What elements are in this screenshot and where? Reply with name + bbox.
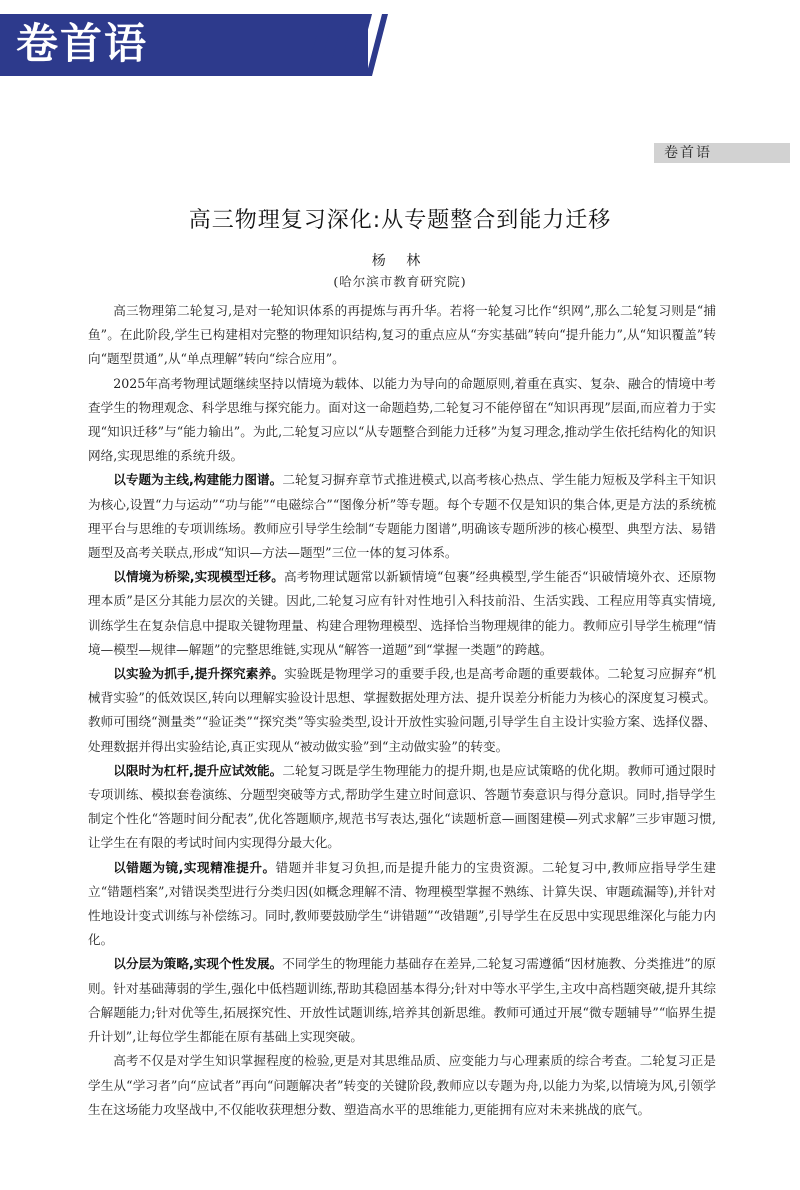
article-title: 高三物理复习深化:从专题整合到能力迁移 bbox=[188, 208, 612, 233]
banner-title: 卷首语 bbox=[16, 19, 149, 68]
author-affiliation: (哈尔滨市教育研究院) bbox=[333, 274, 467, 289]
paragraph-lead: 以情境为桥梁,实现模型迁移。 bbox=[113, 569, 284, 585]
paragraph-lead: 以错题为镜,实现精准提升。 bbox=[113, 859, 276, 875]
paragraph-text: 高三物理第二轮复习,是对一轮知识体系的再提炼与再升华。若将一轮复习比作“织网”,那么二轮复习则是“捕鱼”。在此阶段,学生已构建相对完整的物理知识结构,复习的重点应从“夯实基础”转向“提升能力”,从“知识覆盖”转向“题型贯通”,从“单点理解”转向“综合应用”。 bbox=[88, 303, 716, 367]
paragraph bbox=[88, 565, 716, 662]
paragraph bbox=[88, 662, 716, 759]
paragraph bbox=[88, 952, 716, 1049]
paragraph-text: 2025年高考物理试题继续坚持以情境为载体、以能力为导向的命题原则,着重在真实、复杂、融合的情境中考查学生的物理观念、科学思维与探究能力。面对这一命题趋势,二轮复习不能停留在“知识再现”层面,而应着力于实现“知识迁移”与“能力输出”。为此,二轮复习应以“从专题整合到能力迁移”为复习理念,推动学生依托结构化的知识网络,实现思维的系统升级。 bbox=[88, 375, 716, 464]
paragraph-text: 高考不仅是对学生知识掌握程度的检验,更是对其思维品质、应变能力与心理素质的综合考查。二轮复习正是学生从“学习者”向“应试者”再向“问题解决者”转变的关键阶段,教师应以专题为舟,以能力为桨,以情境为风,引领学生在这场能力攻坚战中,不仅能收获理想分数、塑造高水平的思维能力,更能拥有应对未来挑战的底气。 bbox=[88, 1053, 716, 1117]
paragraph-lead: 以实验为抓手,提升探究素养。 bbox=[113, 666, 285, 682]
banner-stripes-decoration bbox=[300, 14, 420, 76]
paragraph-lead: 以分层为策略,实现个性发展。 bbox=[113, 956, 283, 972]
article-author: 杨 林 bbox=[371, 253, 429, 269]
paragraph-lead: 以限时为杠杆,提升应试效能。 bbox=[113, 762, 283, 778]
paragraph bbox=[88, 468, 716, 565]
paragraph bbox=[88, 372, 716, 469]
article-body bbox=[88, 299, 716, 1122]
paragraph bbox=[88, 856, 716, 953]
paragraph-text: 高考物理试题常以新颖情境“包裹”经典模型,学生能否“识破情境外衣、还原物理本质”是区分其能力层次的关键。因此,二轮复习应有针对性地引入科技前沿、生活实践、工程应用等真实情境,训练学生在复杂信息中提取关键物理量、构建合理物理模型、选择恰当物理规律的能力。教师应引导学生梳理“情境—模型—规律—解题”的完整思维链,实现从“解答一道题”到“掌握一类题”的跨越。 bbox=[88, 569, 716, 657]
paragraph-text: 不同学生的物理能力基础存在差异,二轮复习需遵循“因材施教、分类推进”的原则。针对基础薄弱的学生,强化中低档题训练,帮助其稳固基本得分;针对中等水平学生,主攻中高档题突破,提升其综合解题能力;针对优等生,拓展探究性、开放性试题训练,培养其创新思维。教师可通过开展“微专题辅导”“临界生提升计划”,让每位学生都能在原有基础上实现突破。 bbox=[88, 956, 716, 1045]
paragraph bbox=[88, 299, 716, 372]
section-tag: 卷首语 bbox=[654, 143, 790, 163]
paragraph-text: 错题并非复习负担,而是提升能力的宝贵资源。二轮复习中,教师应指导学生建立“错题档案”,对错误类型进行分类归因(如概念理解不清、物理模型掌握不熟练、计算失误、审题疏漏等),并针对性地设计变式训练与补偿练习。同时,教师要鼓励学生“讲错题”“改错题”,引导学生在反思中实现思维深化与能力内化。 bbox=[88, 859, 716, 948]
paragraph-lead: 以专题为主线,构建能力图谱。 bbox=[113, 472, 283, 488]
paragraph-text: 二轮复习摒弃章节式推进模式,以高考核心热点、学生能力短板及学科主干知识为核心,设置“力与运动”“功与能”“电磁综合”“图像分析”等专题。每个专题不仅是知识的集合体,更是方法的系统梳理平台与思维的专项训练场。教师应引导学生绘制“专题能力图谱”,明确该专题所涉的核心模型、典型方法、易错题型及高考关联点,形成“知识—方法—题型”三位一体的复习体系。 bbox=[88, 472, 716, 561]
paragraph bbox=[88, 759, 716, 856]
paragraph bbox=[88, 1049, 716, 1122]
paragraph-text: 二轮复习既是学生物理能力的提升期,也是应试策略的优化期。教师可通过限时专项训练、模拟套卷演练、分题型突破等方式,帮助学生建立时间意识、答题节奏意识与得分意识。同时,指导学生制定个性化“答题时间分配表”,优化答题顺序,规范书写表达,强化“读题析意—画图建模—列式求解”三步审题习惯,让学生在有限的考试时间内实现得分最大化。 bbox=[88, 762, 716, 851]
header-banner bbox=[0, 14, 800, 76]
paragraph-text: 实验既是物理学习的重要手段,也是高考命题的重要载体。二轮复习应摒弃“机械背实验”的低效误区,转向以理解实验设计思想、掌握数据处理方法、提升误差分析能力为核心的深度复习模式。教师可围绕“测量类”“验证类”“探究类”等实验类型,设计开放性实验问题,引导学生自主设计实验方案、选择仪器、处理数据并得出实验结论,真正实现从“被动做实验”到“主动做实验”的转变。 bbox=[88, 666, 716, 754]
